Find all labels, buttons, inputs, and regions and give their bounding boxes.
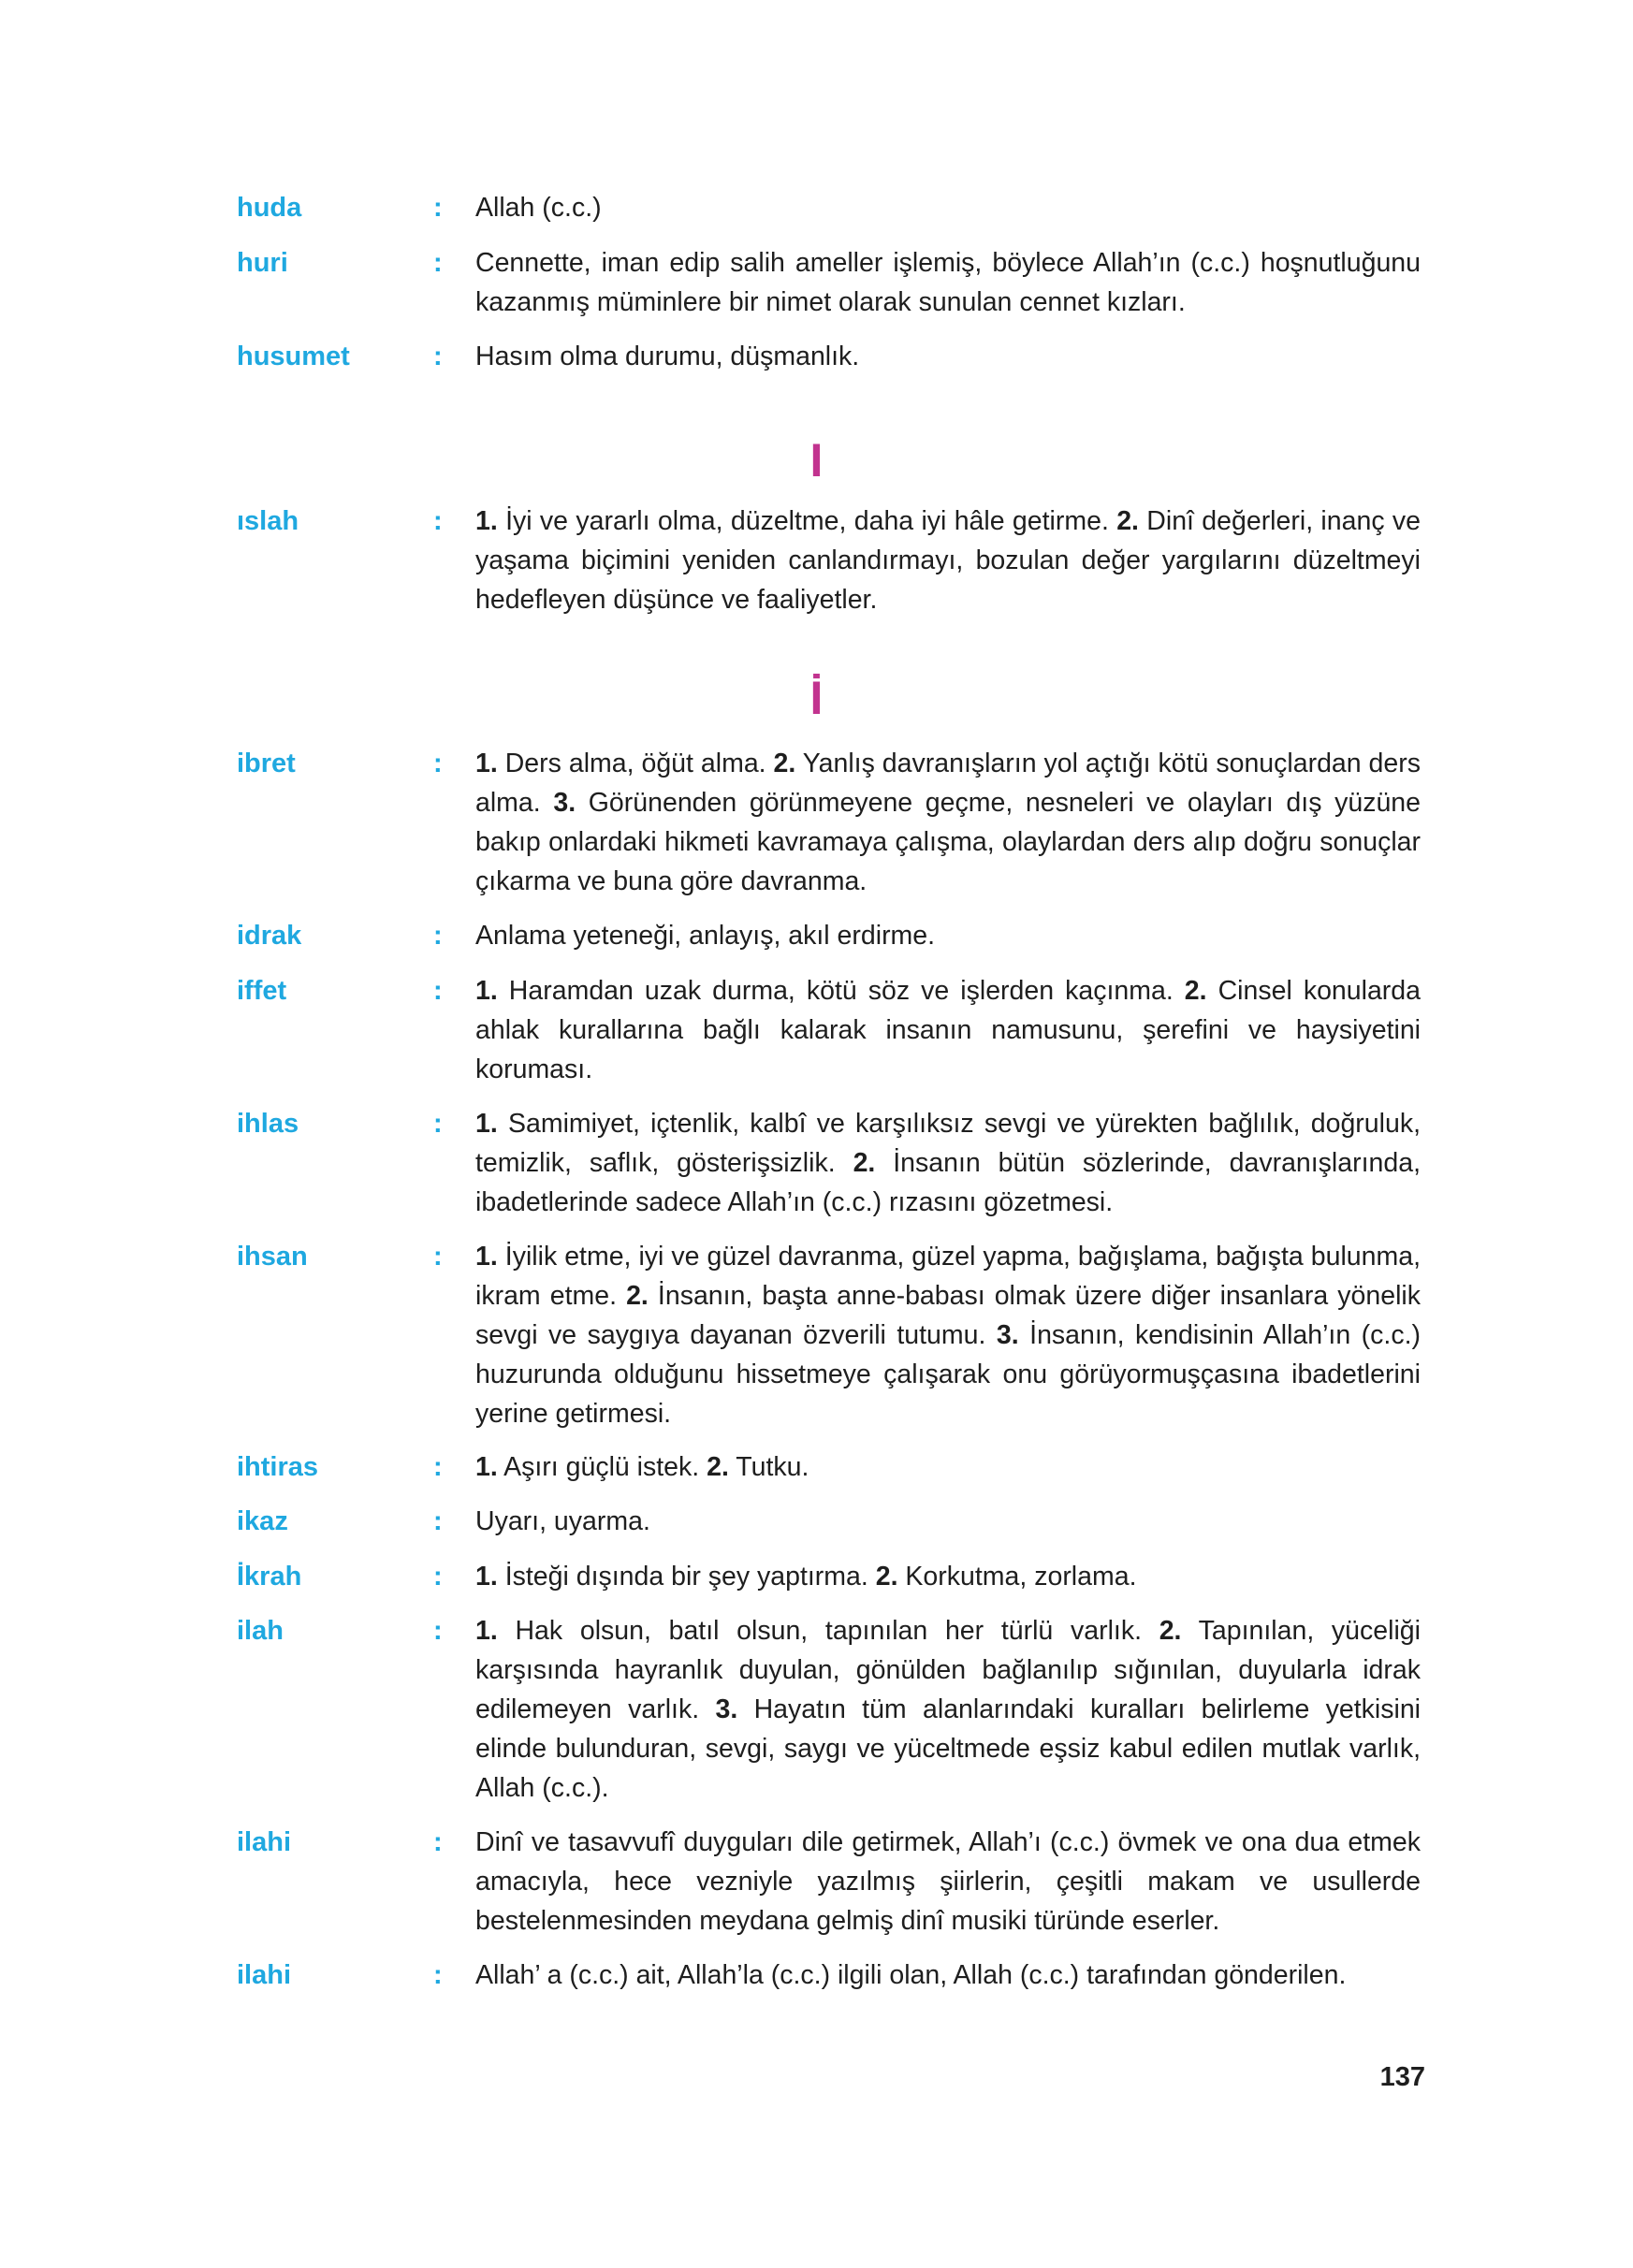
term: huda bbox=[237, 193, 302, 223]
definition: 1. Hak olsun, batıl olsun, tapınılan her türlü varlık. 2. Tapınılan, yüceliği karşısında hayranlık duyulan, gönülden bağlanılıp sığınılan, duyularla idrak edilemeyen varlık. 3. Hayatın tüm alanlarındaki kuralları belirleme yetkisini elinde bulunduran, sevgi, saygı ve yüceltmede eşsiz kabul edilen mutlak varlık, Allah (c.c.). bbox=[475, 1616, 1422, 1803]
colon: : bbox=[433, 1616, 443, 1646]
colon: : bbox=[433, 1562, 443, 1592]
colon: : bbox=[433, 1109, 443, 1139]
colon: : bbox=[433, 1960, 443, 1990]
definition: Hasım olma durumu, düşmanlık. bbox=[475, 342, 860, 371]
term: ihtiras bbox=[237, 1452, 319, 1482]
definition: Dinî ve tasavvufî duyguları dile getirmek, Allah’ı (c.c.) övmek ve ona dua etmek amacıyla, hece vezniyle yazılmış şiirlerin, çeşitli makam ve usullerde bestelenmesinden meydana gelmiş dinî musiki türünde eserler. bbox=[475, 1827, 1421, 1936]
colon: : bbox=[433, 1506, 443, 1536]
definition: 1. Samimiyet, içtenlik, kalbî ve karşılıksız sevgi ve yürekten bağlılık, doğruluk, temizlik, saflık, gösterişsizlik. 2. İnsanın bütün sözlerinde, davranışlarında, ibadetlerinde sadece Allah’ın (c.c.) rızasını gözetmesi. bbox=[475, 1109, 1421, 1217]
colon: : bbox=[433, 749, 443, 778]
definition: Allah (c.c.) bbox=[475, 193, 602, 223]
colon: : bbox=[433, 1452, 443, 1482]
definition: 1. İyi ve yararlı olma, düzeltme, daha iyi hâle getirme. 2. Dinî değerleri, inanç ve yaşama biçimini yeniden canlandırmayı, bozulan değer yargılarını düzeltmeyi hedefleyen düşünce ve faaliyetler. bbox=[475, 506, 1421, 615]
section-letter-i-dotted: İ bbox=[809, 672, 824, 724]
colon: : bbox=[433, 1242, 443, 1272]
definition: Uyarı, uyarma. bbox=[475, 1506, 650, 1536]
definition: 1. Aşırı güçlü istek. 2. Tutku. bbox=[475, 1452, 809, 1482]
definition: Anlama yeteneği, anlayış, akıl erdirme. bbox=[475, 921, 936, 951]
definition: 1. İsteği dışında bir şey yaptırma. 2. Korkutma, zorlama. bbox=[475, 1562, 1137, 1592]
definition: 1. Haramdan uzak durma, kötü söz ve işlerden kaçınma. 2. Cinsel konularda ahlak kurallarına bağlı kalarak insanın namusunu, şerefini ve haysiyetini koruması. bbox=[475, 976, 1421, 1084]
colon: : bbox=[433, 193, 443, 223]
colon: : bbox=[433, 921, 443, 951]
colon: : bbox=[433, 248, 443, 278]
definition: 1. İyilik etme, iyi ve güzel davranma, güzel yapma, bağışlama, bağışta bulunma, ikram etme. 2. İnsanın, başta anne-babası olmak üzere diğer insanlara yönelik sevgi ve saygıya dayanan özverili tutumu. 3. İnsanın, kendisinin Allah’ın (c.c.) huzurunda olduğunu hissetmeye çalışarak onu görüyormuşçasına ibadetlerini yerine getirmesi. bbox=[475, 1242, 1422, 1429]
term: ihlas bbox=[237, 1109, 299, 1139]
page-number: 137 bbox=[1379, 2062, 1425, 2092]
term: ibret bbox=[237, 749, 296, 778]
term: İkrah bbox=[237, 1562, 302, 1592]
definition: Allah’ a (c.c.) ait, Allah’la (c.c.) ilgili olan, Allah (c.c.) tarafından gönderilen. bbox=[475, 1960, 1347, 1990]
colon: : bbox=[433, 342, 443, 371]
definition: 1. Ders alma, öğüt alma. 2. Yanlış davranışların yol açtığı kötü sonuçlardan ders alma. 3. Görünenden görünmeyene geçme, nesneleri ve olayları dış yüzüne bakıp onlardaki hikmeti kavramaya çalışma, olaylardan ders alıp doğru sonuçlar çıkarma ve buna göre davranma. bbox=[475, 749, 1422, 896]
term: ilahi bbox=[237, 1960, 292, 1990]
section-letter-i-dotless: I bbox=[809, 434, 824, 487]
colon: : bbox=[433, 1827, 443, 1857]
colon: : bbox=[433, 976, 443, 1006]
term: idrak bbox=[237, 921, 302, 951]
term: husumet bbox=[237, 342, 350, 371]
term: ikaz bbox=[237, 1506, 288, 1536]
term: huri bbox=[237, 248, 288, 278]
colon: : bbox=[433, 506, 443, 536]
term: ilahi bbox=[237, 1827, 292, 1857]
term: iffet bbox=[237, 976, 287, 1006]
definition: Cennette, iman edip salih ameller işlemiş, böylece Allah’ın (c.c.) hoşnutluğunu kazanmış müminlere bir nimet olarak sunulan cennet kızları. bbox=[475, 248, 1421, 317]
term: ıslah bbox=[237, 506, 299, 536]
term: ihsan bbox=[237, 1242, 308, 1272]
term: ilah bbox=[237, 1616, 284, 1646]
